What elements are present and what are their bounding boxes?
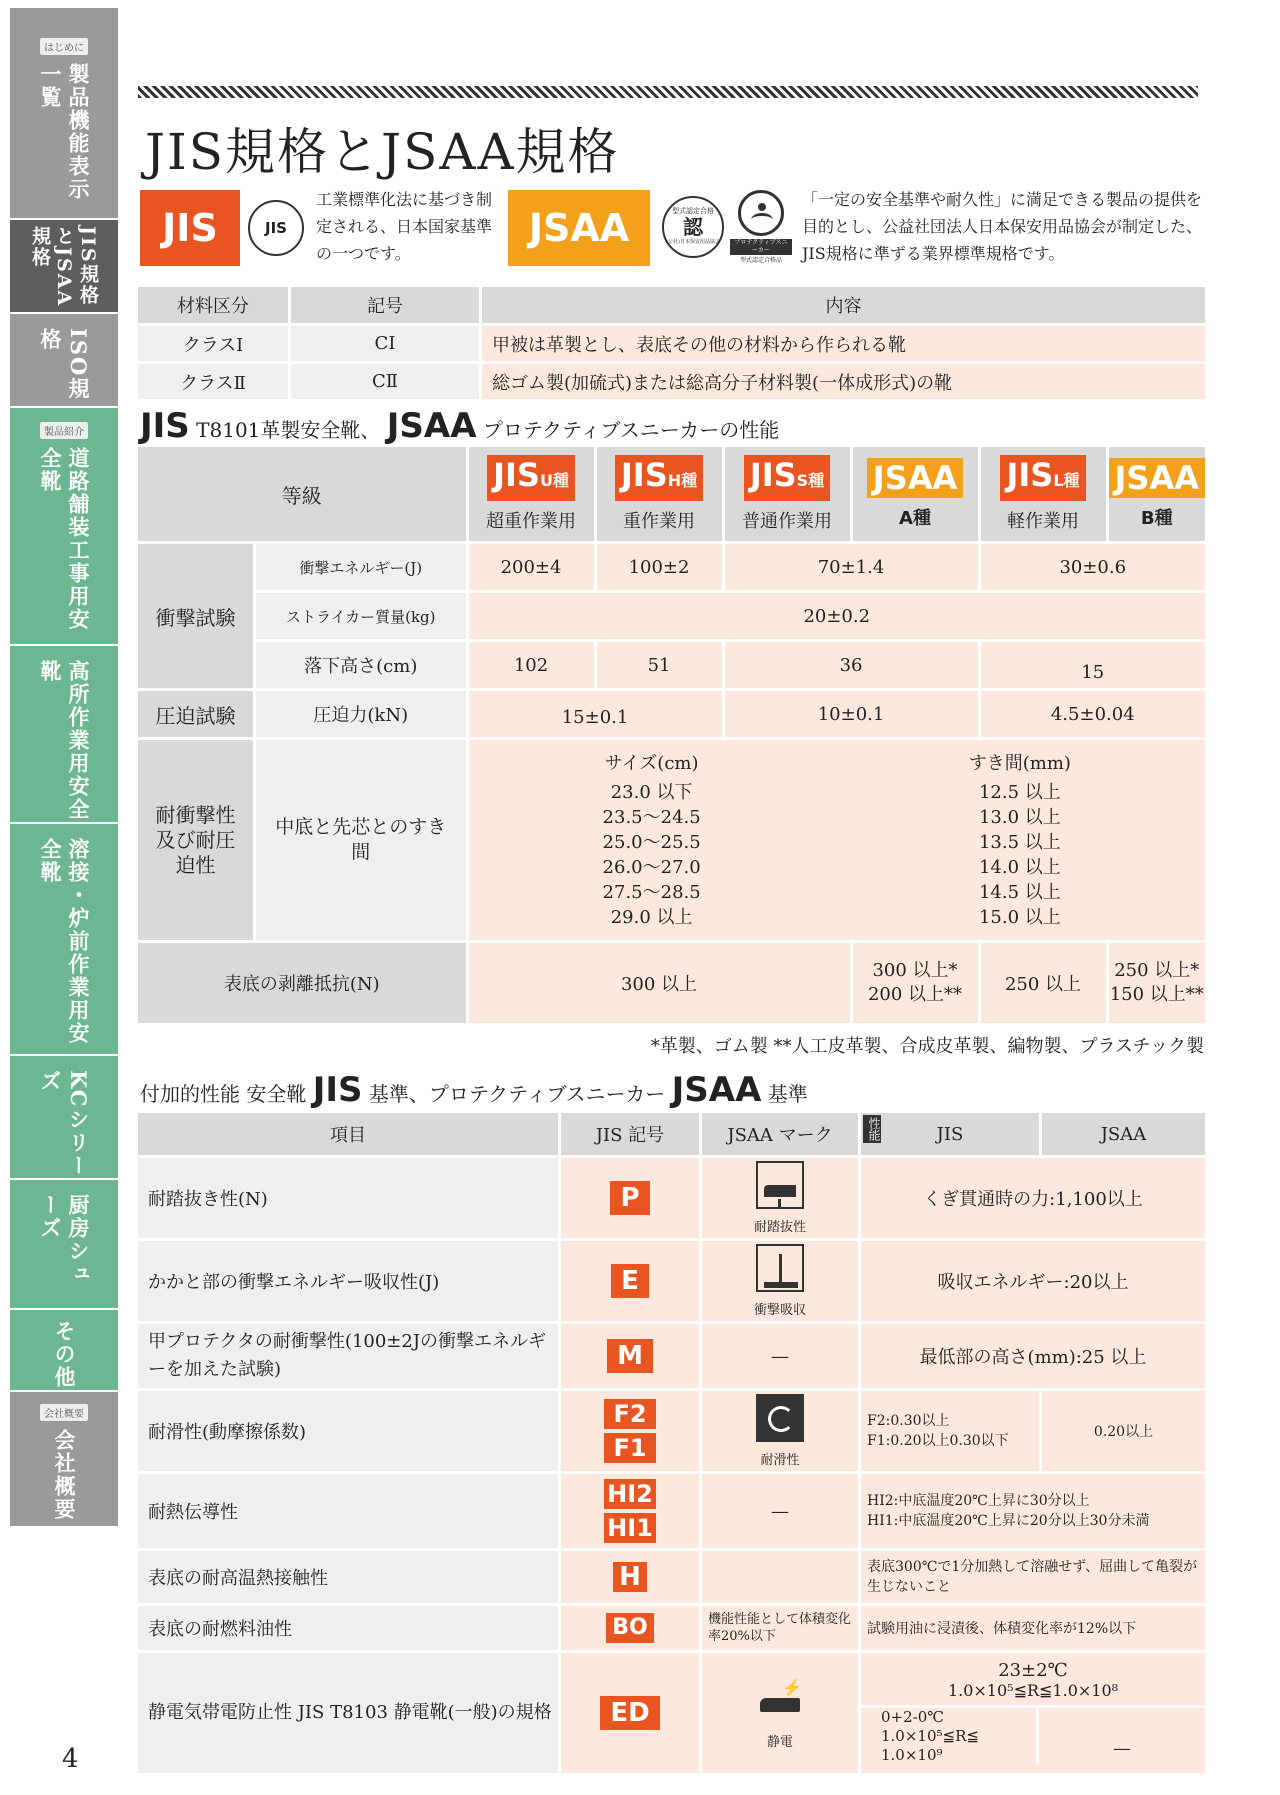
spec-line: F2:0.30以上 [867, 1413, 950, 1429]
table-row [138, 593, 1205, 639]
table-row [138, 544, 1205, 590]
table-cell: 100±2 [597, 544, 722, 590]
jsaa-mark-cell: — [702, 1324, 858, 1388]
jis-mark-text: JIS [265, 219, 287, 237]
jis-description: 工業標準化法に基づき制定される、日本国家基準の一つです。 [316, 190, 493, 263]
sidebar-tag: はじめに [40, 38, 88, 55]
size-value: 27.5〜28.5 [602, 881, 701, 903]
size-value: 29.0 以上 [610, 906, 693, 928]
item-label: 表底の耐高温熱接触性 [138, 1551, 558, 1603]
table-cell: 30±0.6 [981, 544, 1205, 590]
row-subheader: 圧迫力(kN) [256, 691, 466, 737]
jsaa-badge: JSAA [867, 458, 963, 498]
row-subheader: 中底と先芯とのすき間 [256, 740, 466, 940]
jis-spec-cell [861, 1474, 1205, 1548]
grade-s [725, 447, 850, 541]
sidebar-item-kc-series[interactable] [10, 1056, 118, 1180]
antistatic-icon: ⚡ [756, 1676, 804, 1724]
jsaa-mark-label: 静電 [766, 1735, 793, 1750]
jis-code-cell [561, 1324, 699, 1388]
column-header: JSAA [1042, 1113, 1205, 1155]
table-cell: 15 [981, 642, 1205, 688]
grade-jsaa-a [853, 447, 978, 541]
gap-value: 12.5 以上 [978, 781, 1061, 803]
sidebar-item-label: 高所作業用安全靴 [38, 660, 91, 821]
column-header [861, 1113, 1039, 1155]
sidebar-item-label: ISO規格 [38, 328, 91, 401]
grade-jsaa-b [1109, 447, 1205, 541]
jis-code-cell [561, 1653, 699, 1773]
gap-value: 13.5 以上 [978, 831, 1061, 853]
grade-u [469, 447, 594, 541]
table-row [138, 1551, 1205, 1603]
table-cell [853, 943, 978, 1023]
jsaa-mark-cell [702, 1653, 858, 1773]
table-cell: 300 以上 [469, 943, 850, 1023]
gap-header: すき間(mm) [968, 752, 1071, 774]
item-label: 耐踏抜き性(N) [138, 1158, 558, 1238]
grade-name: B種 [1140, 508, 1173, 529]
seal2-top-text: プロテクティブスニーカー [730, 239, 792, 255]
jis-spec-cell: 最低部の高さ(mm):25 以上 [861, 1324, 1205, 1388]
jis-spec-cell [861, 1653, 1205, 1773]
item-label: 耐熱伝導性 [138, 1474, 558, 1548]
steering-wheel-icon [738, 190, 784, 236]
jis-spec-cell: くぎ貫通時の力:1,100以上 [861, 1158, 1205, 1238]
sidebar-item-jis-jsaa[interactable] [10, 220, 118, 314]
sidebar-item-kitchen[interactable] [10, 1180, 118, 1310]
sidebar-item-label: 厨房シューズ [38, 1194, 91, 1286]
performance-section-heading [140, 406, 779, 446]
column-header: 項目 [138, 1113, 558, 1155]
sidebar-item-company[interactable] [10, 1392, 118, 1528]
material-class-table [135, 284, 1208, 402]
grade-name: 普通作業用 [742, 511, 833, 532]
gap-column [969, 751, 1071, 930]
table-cell: 102 [469, 642, 594, 688]
column-header: JSAA マーク [702, 1113, 858, 1155]
sidebar-item-product-list[interactable] [10, 8, 118, 220]
table-cell: 総ゴム製(加硫式)または総高分子材料製(一体成形式)の靴 [482, 364, 1205, 399]
column-header: 内容 [482, 287, 1205, 323]
table-row [138, 1324, 1205, 1388]
sidebar-item-label: 会社概要 [52, 1429, 77, 1521]
jis-spec-cell [861, 1391, 1039, 1471]
seal-bottom-text: (公社)日本保安用品協会 [666, 239, 720, 245]
jis-badge: JISS種 [744, 455, 830, 501]
jsaa-heading-text: JSAA [386, 406, 477, 446]
spec-block-normal [861, 1661, 1205, 1705]
gap-value: 14.0 以上 [978, 856, 1061, 878]
jsaa-mark-label: 耐滑性 [760, 1453, 800, 1468]
table-cell: 36 [725, 642, 978, 688]
size-value: 23.5〜24.5 [602, 806, 701, 828]
jsaa-badge: JSAA [1109, 458, 1205, 498]
jsaa-description: 「一定の安全基準や耐久性」に満足できる製品の提供を目的とし、公益社団法人日本保安用品協会が制定した、JIS規格に準ずる業界標準規格です。 [802, 190, 1203, 263]
jis-code-cell [561, 1391, 699, 1471]
page-title: JIS規格とJSAA規格 [145, 123, 620, 181]
sidebar-item-label: 溶接・炉前作業用安全靴 [38, 838, 91, 1045]
item-label: 表底の耐燃料油性 [138, 1606, 558, 1650]
table-row [138, 691, 1205, 737]
jis-code-badge: M [607, 1339, 653, 1373]
table-cell: 20±0.2 [469, 593, 1205, 639]
jis-spec-cell: 吸収エネルギー:20以上 [861, 1241, 1205, 1321]
sidebar-item-label: KCシリーズ [38, 1070, 91, 1178]
jsaa-mark-cell [702, 1241, 858, 1321]
table-cell: 250 以上 [981, 943, 1106, 1023]
gap-value: 13.0 以上 [978, 806, 1061, 828]
spec-line: 0+2-0℃ [881, 1708, 945, 1726]
table-row [138, 1391, 1205, 1471]
protective-sneaker-seal-icon [730, 190, 792, 266]
grade-name: 重作業用 [623, 511, 696, 532]
jis-badge: JISU種 [487, 455, 575, 501]
performance-tag: 性能 [863, 1115, 881, 1143]
jis-code-badge: P [610, 1181, 649, 1215]
grade-l [981, 447, 1106, 541]
spec-line: HI2:中底温度20℃上昇に30分以上 [867, 1493, 1090, 1509]
page-number: 4 [62, 1744, 79, 1774]
seal-top-text: 型式認定合格 [672, 207, 714, 215]
table-row [138, 1606, 1205, 1650]
column-header: 記号 [291, 287, 479, 323]
material-footnote: *革製、ゴム製 **人工皮革製、合成皮革製、編物製、プラスチック製 [650, 1036, 1204, 1057]
row-header: 衝撃試験 [138, 544, 253, 688]
table-row [138, 1653, 1205, 1773]
spec-line: 1.0×10⁵≦R≦ [881, 1727, 979, 1745]
header-hatch-rule [138, 86, 1198, 98]
grade-name: A種 [899, 508, 931, 529]
section-heading-text: T8101革製安全靴、 [196, 418, 381, 442]
grade-h [597, 447, 722, 541]
jis-heading-text: JIS [140, 406, 190, 446]
jis-mark-icon [248, 200, 304, 256]
jis-spec-cell: 表底300℃で1分加熱して溶融せず、屈曲して亀裂が生じないこと [861, 1551, 1205, 1603]
table-cell: 70±1.4 [725, 544, 978, 590]
jsaa-mark-cell: — [702, 1474, 858, 1548]
gap-value: 14.5 以上 [978, 881, 1061, 903]
section-heading-text: 基準、プロテクティブスニーカー [368, 1082, 666, 1106]
sidebar-item-iso[interactable] [10, 314, 118, 408]
sidebar-tag: 会社概要 [40, 1404, 88, 1421]
shock-absorption-icon [756, 1244, 804, 1292]
jis-code-badge: HI2 [604, 1479, 656, 1509]
peel-value: 200 以上** [867, 984, 963, 1005]
sidebar-item-high-place[interactable] [10, 646, 118, 824]
row-header: 耐衝撃性及び耐圧迫性 [138, 740, 253, 940]
jsaa-spec-cell: — [1113, 1738, 1131, 1759]
grade-name: 超重作業用 [486, 511, 577, 532]
jis-code-cell [561, 1158, 699, 1238]
column-header: 材料区分 [138, 287, 288, 323]
peel-value: 150 以上** [1109, 984, 1204, 1005]
jis-badge: JISL種 [1000, 455, 1085, 501]
size-value: 23.0 以下 [610, 781, 693, 803]
spec-line: F1:0.20以上0.30以下 [867, 1433, 1009, 1449]
puncture-resistance-icon [756, 1161, 804, 1209]
size-value: 26.0〜27.0 [602, 856, 701, 878]
sidebar-item-label: 道路舗装工事用安全靴 [38, 447, 91, 631]
sidebar-item-label: JIS規格とJSAA規格 [29, 226, 99, 308]
spec-line: 1.0×10⁹ [881, 1746, 943, 1764]
jis-spec-cell: 試験用油に浸漬後、体積変化率が12%以下 [861, 1606, 1205, 1650]
jsaa-logo: JSAA [508, 190, 650, 266]
table-cell [1109, 943, 1205, 1023]
jis-code-badge: BO [606, 1613, 653, 1643]
jis-code-badge: E [611, 1264, 649, 1298]
section-heading-text: プロテクティブスニーカーの性能 [482, 418, 780, 442]
sidebar-item-other[interactable] [10, 1310, 118, 1392]
additional-section-heading [140, 1070, 808, 1110]
jsaa-mark-cell [702, 1551, 858, 1603]
size-header: サイズ(cm) [604, 752, 699, 774]
jis-code-cell [561, 1551, 699, 1603]
row-header: 表底の剥離抵抗(N) [138, 943, 466, 1023]
jis-code-badge: HI1 [604, 1513, 656, 1543]
table-cell: 4.5±0.04 [981, 691, 1205, 737]
table-cell: 15±0.1 [469, 691, 722, 737]
table-cell: CⅠ [291, 326, 479, 361]
gap-table-cell [469, 740, 1205, 940]
sidebar-tag: 製品紹介 [40, 422, 88, 439]
table-cell: クラスⅡ [138, 364, 288, 399]
jis-code-cell [561, 1474, 699, 1548]
spec-line: 1.0×10⁵≦R≦1.0×10⁸ [947, 1681, 1119, 1700]
jis-code-badge: F2 [604, 1399, 656, 1429]
row-subheader: ストライカー質量(kg) [256, 593, 466, 639]
row-subheader: 落下高さ(cm) [256, 642, 466, 688]
performance-table [135, 444, 1208, 1026]
jsaa-mark-cell: 機能性能として体積変化率20%以下 [702, 1606, 858, 1650]
jsaa-heading-text: JSAA [671, 1070, 762, 1110]
table-cell: CⅡ [291, 364, 479, 399]
jsaa-certified-seal-icon [662, 196, 724, 258]
table-row [138, 740, 1205, 940]
peel-value: 250 以上* [1114, 960, 1200, 981]
table-cell: 200±4 [469, 544, 594, 590]
jsaa-mark-cell [702, 1158, 858, 1238]
jsaa-mark-label: 衝撃吸収 [753, 1303, 806, 1318]
item-label: かかと部の衝撃エネルギー吸収性(J) [138, 1241, 558, 1321]
jis-code-cell [561, 1241, 699, 1321]
table-row [138, 943, 1205, 1023]
jis-code-cell [561, 1606, 699, 1650]
jis-heading-text: JIS [312, 1070, 363, 1110]
column-header: JIS 記号 [561, 1113, 699, 1155]
size-value: 25.0〜25.5 [602, 831, 701, 853]
additional-performance-table [135, 1110, 1208, 1776]
spec-block-low [861, 1705, 1205, 1765]
item-label: 静電気帯電防止性 JIS T8103 静電靴(一般)の規格 [138, 1653, 558, 1773]
table-cell: 51 [597, 642, 722, 688]
section-heading-text: 基準 [767, 1082, 808, 1106]
jis-code-badge: H [613, 1562, 647, 1592]
table-cell: 甲被は革製とし、表底その他の材料から作られる靴 [482, 326, 1205, 361]
grade-name: 軽作業用 [1007, 511, 1080, 532]
table-row [138, 1241, 1205, 1321]
jis-code-badge: F1 [604, 1433, 656, 1463]
item-label: 耐滑性(動摩擦係数) [138, 1391, 558, 1471]
row-subheader: 衝撃エネルギー(J) [256, 544, 466, 590]
table-row [138, 1474, 1205, 1548]
jsaa-mark-cell [702, 1391, 858, 1471]
table-row [138, 326, 1205, 361]
jsaa-mark-label: 耐踏抜性 [753, 1220, 806, 1235]
spec-line: 23±2℃ [998, 1660, 1068, 1681]
spec-line: HI1:中底温度20℃上昇に20分以上30分未満 [867, 1513, 1150, 1529]
seal-center-text: 認 [683, 215, 703, 239]
sidebar-item-welding[interactable] [10, 824, 118, 1056]
grade-header: 等級 [138, 447, 466, 541]
section-heading-text: 付加的性能 安全靴 [140, 1082, 307, 1106]
jsaa-spec-cell: 0.20以上 [1042, 1391, 1205, 1471]
seal2-bottom-text: 型式認定合格品 [739, 257, 782, 264]
column-header-text: JIS [936, 1123, 964, 1145]
sidebar-item-label: 製品機能表示一覧 [38, 63, 91, 201]
table-row [138, 364, 1205, 399]
row-header: 圧迫試験 [138, 691, 253, 737]
jis-code-badge: ED [600, 1696, 659, 1730]
table-cell: 10±0.1 [725, 691, 978, 737]
item-label: 甲プロテクタの耐衝撃性(100±2Jの衝撃エネルギーを加えた試験) [138, 1324, 558, 1388]
sidebar-item-label: その他 [52, 1320, 77, 1389]
peel-value: 300 以上* [872, 960, 958, 981]
table-row [138, 642, 1205, 688]
gap-value: 15.0 以上 [978, 906, 1061, 928]
jis-badge: JISH種 [615, 455, 703, 501]
jis-logo: JIS [140, 190, 240, 266]
size-column [603, 751, 701, 930]
slip-resistance-icon [756, 1394, 804, 1442]
table-row [138, 1158, 1205, 1238]
table-cell: クラスⅠ [138, 326, 288, 361]
sidebar-item-road-paving[interactable] [10, 408, 118, 646]
